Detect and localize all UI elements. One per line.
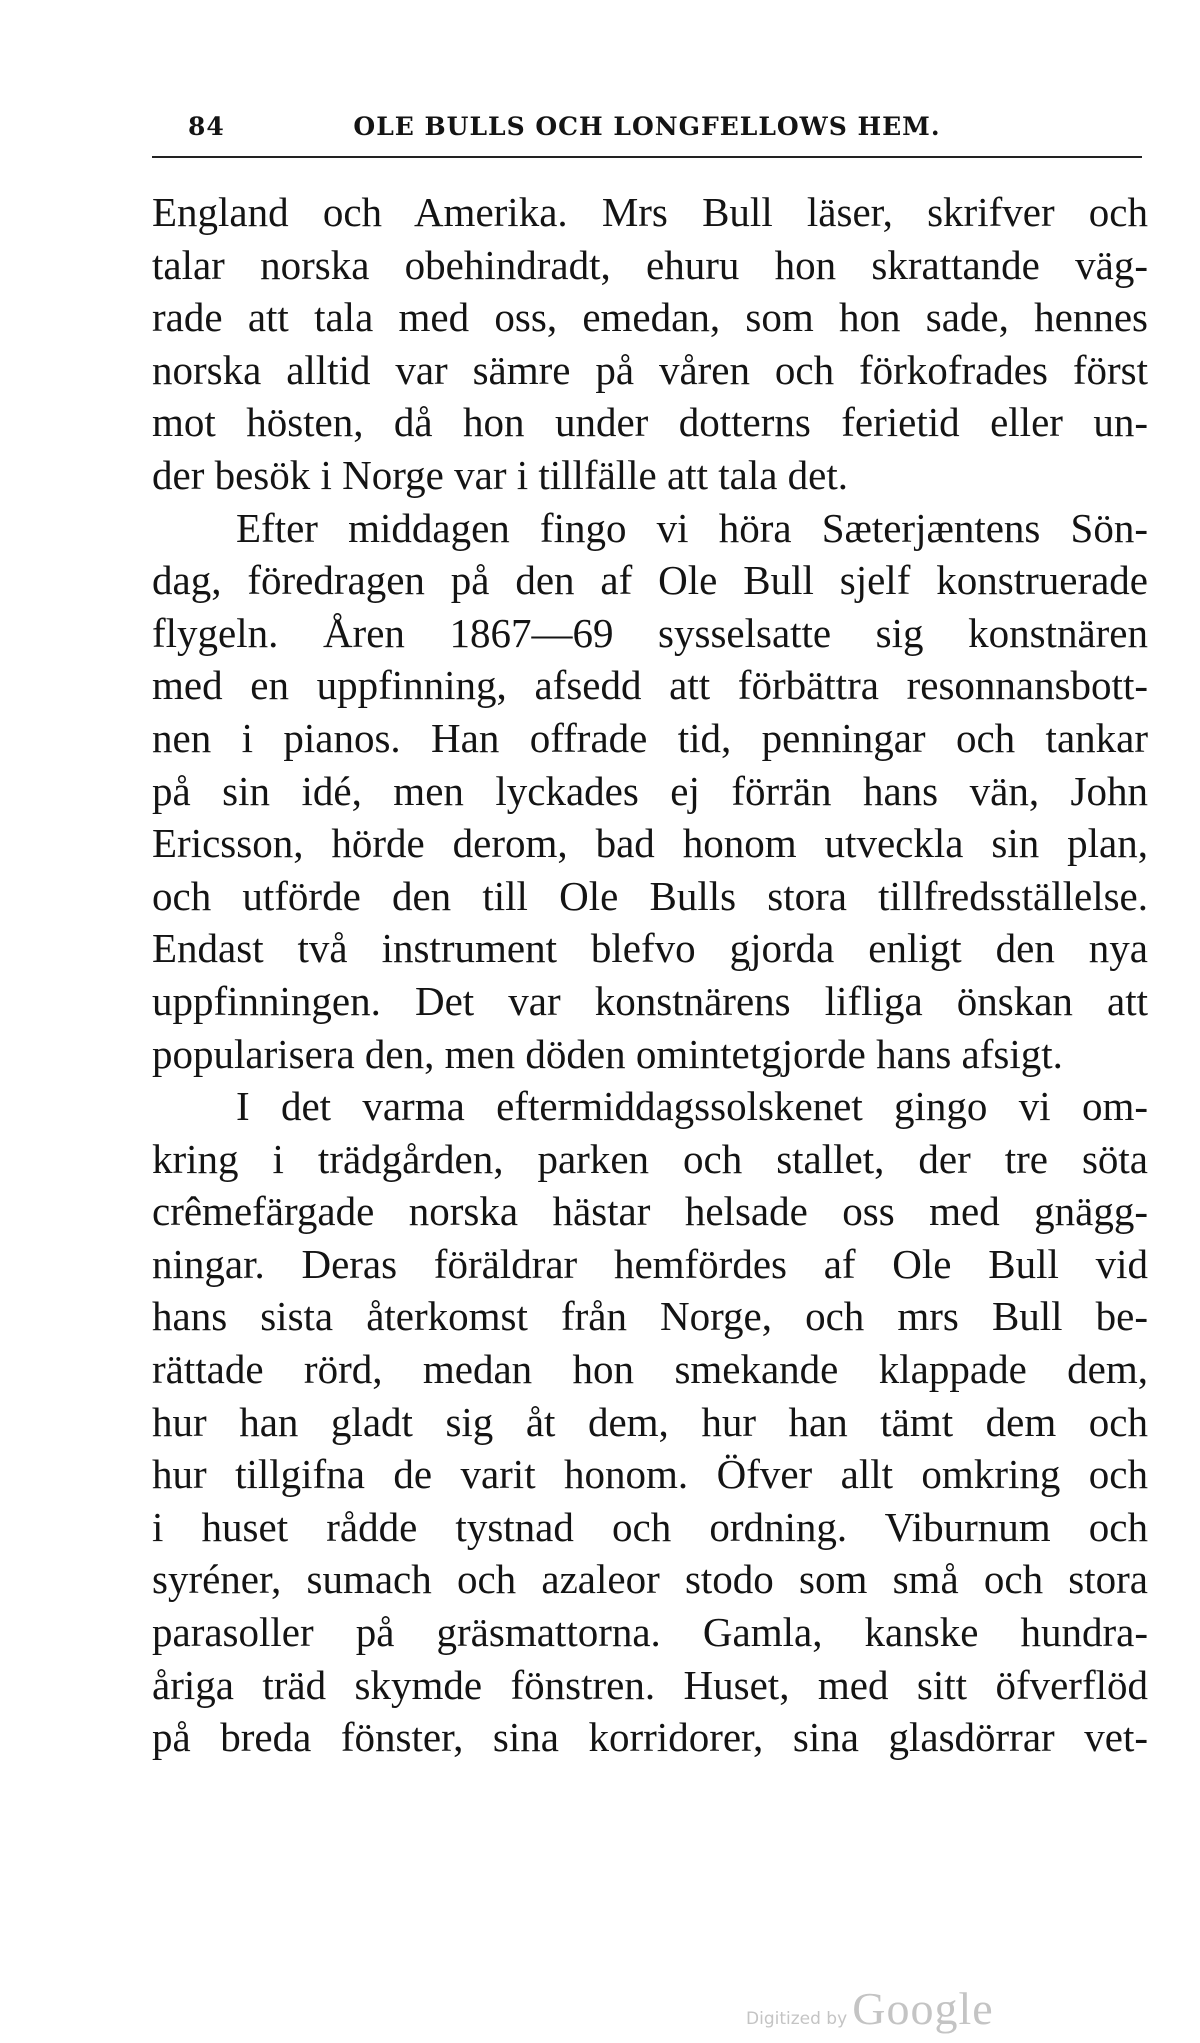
text-line: der besök i Norge var i tillfälle att tala det.	[152, 451, 848, 498]
text-line: flygeln. Åren 1867—69 sysselsatte sig konstnären	[152, 609, 1148, 656]
text-line: Ericsson, hörde derom, bad honom utveckla sin plan,	[152, 820, 1148, 867]
text-line: Efter middagen fingo vi höra Sæterjæntens Sön-	[236, 504, 1148, 551]
text-line: nen i pianos. Han offrade tid, penningar och tankar	[152, 714, 1148, 761]
text-line: syréner, sumach och azaleor stodo som små och stora	[152, 1556, 1148, 1603]
text-line: England och Amerika. Mrs Bull läser, skrifver och	[152, 189, 1148, 235]
text-line: åriga träd skymde fönstren. Huset, med sitt öfverflöd	[152, 1661, 1148, 1708]
body-text	[152, 186, 1148, 1764]
text-line: rättade rörd, medan hon smekande klappade dem,	[152, 1346, 1148, 1393]
page-number: 84	[188, 112, 225, 141]
text-line: popularisera den, men döden omintetgjorde hans afsigt.	[152, 1030, 1063, 1077]
text-line: mot hösten, då hon under dotterns ferietid eller un-	[152, 399, 1148, 446]
text-line: på breda fönster, sina korridorer, sina glasdörrar vet-	[152, 1714, 1148, 1761]
text-line: hans sista återkomst från Norge, och mrs Bull be-	[152, 1293, 1148, 1340]
text-line: Endast två instrument blefvo gjorda enligt den nya	[152, 925, 1148, 972]
text-line: uppfinningen. Det var konstnärens lifliga önskan att	[152, 977, 1148, 1024]
header-rule	[152, 156, 1142, 158]
text-line: med en uppfinning, afsedd att förbättra resonnansbott-	[152, 662, 1148, 709]
text-line: dag, föredragen på den af Ole Bull sjelf konstruerade	[152, 557, 1148, 604]
running-title: OLE BULLS OCH LONGFELLOWS HEM.	[353, 112, 941, 141]
text-line: på sin idé, men lyckades ej förrän hans vän, John	[152, 767, 1148, 814]
google-logo: Google	[852, 1983, 994, 2034]
text-line: och utförde den till Ole Bulls stora tillfredsställelse.	[152, 872, 1148, 919]
watermark-prefix: Digitized by	[746, 2009, 848, 2029]
text-line: kring i trädgården, parken och stallet, der tre söta	[152, 1135, 1148, 1182]
text-line: i huset rådde tystnad och ordning. Viburnum och	[152, 1503, 1148, 1550]
digitized-watermark	[746, 1982, 994, 2032]
text-line: ningar. Deras föräldrar hemfördes af Ole Bull vid	[152, 1240, 1148, 1287]
page-header	[152, 112, 1142, 148]
text-line: crêmefärgade norska hästar helsade oss med gnägg-	[152, 1188, 1148, 1235]
text-line: I det varma eftermiddagssolskenet gingo vi om-	[236, 1083, 1148, 1130]
text-line: rade att tala med oss, emedan, som hon sade, hennes	[152, 294, 1148, 341]
text-line: norska alltid var sämre på våren och förkofrades först	[152, 346, 1148, 393]
text-line: hur tillgifna de varit honom. Öfver allt omkring och	[152, 1451, 1148, 1498]
text-line: talar norska obehindradt, ehuru hon skrattande väg-	[152, 241, 1148, 288]
text-line: parasoller på gräsmattorna. Gamla, kanske hundra-	[152, 1609, 1148, 1656]
text-line: hur han gladt sig åt dem, hur han tämt dem och	[152, 1398, 1148, 1445]
